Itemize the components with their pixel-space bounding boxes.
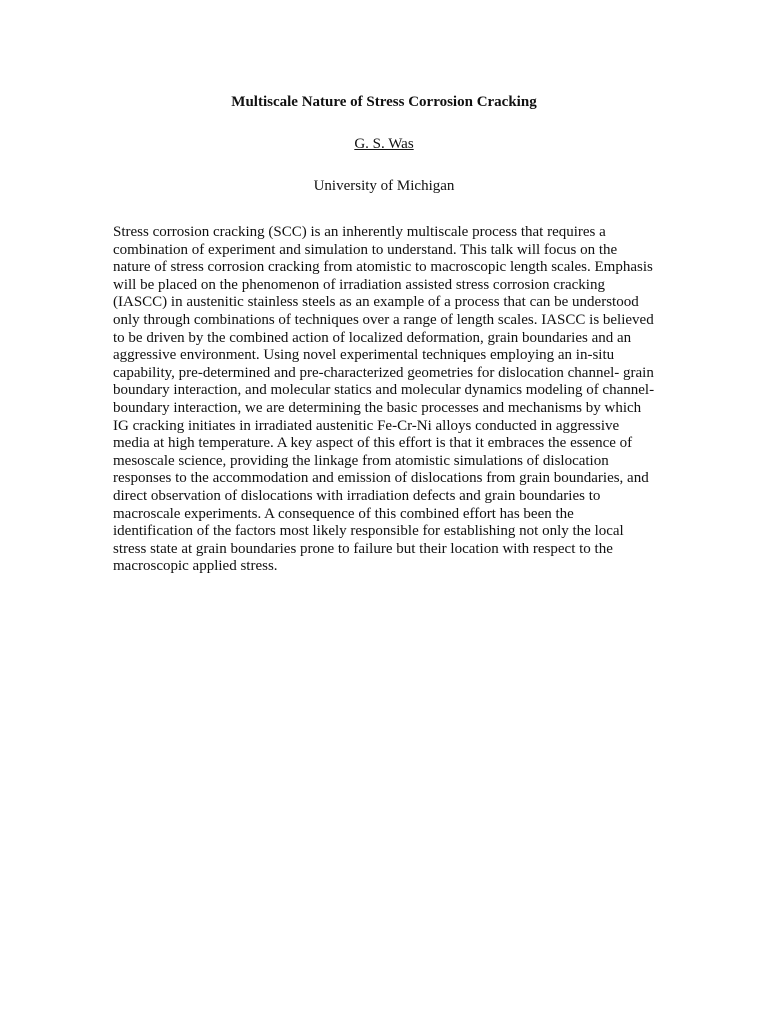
abstract-line: IG cracking initiates in irradiated austenitic Fe-Cr-Ni alloys conducted in aggressive [113,417,620,434]
abstract-line: macroscale experiments. A consequence of this combined effort has been the [113,505,574,522]
abstract-line: mesoscale science, providing the linkage from atomistic simulations of dislocation [113,452,609,469]
abstract-line: direct observation of dislocations with irradiation defects and grain boundaries to [113,487,601,504]
author-affiliation: University of Michigan [313,178,455,194]
abstract-line: only through combinations of techniques over a range of length scales. IASCC is believed [113,311,654,328]
abstract-line: aggressive environment. Using novel experimental techniques employing an in-situ [113,347,615,364]
abstract-line: boundary interaction, we are determining the basic processes and mechanisms by which [113,399,642,416]
abstract-line: will be placed on the phenomenon of irradiation assisted stress corrosion cracking [113,276,605,293]
abstract-line: media at high temperature. A key aspect of this effort is that it embraces the essence of [113,435,633,452]
abstract-line: capability, pre-determined and pre-characterized geometries for dislocation channel- grain [113,364,654,381]
abstract-line: responses to the accommodation and emission of dislocations from grain boundaries, and [113,470,649,487]
abstract-line: macroscopic applied stress. [113,558,278,575]
abstract-line: (IASCC) in austenitic stainless steels as an example of a process that can be understood [113,294,639,311]
author-name [0,134,768,154]
abstract-line: Stress corrosion cracking (SCC) is an inherently multiscale process that requires a [113,224,606,240]
abstract-line: identification of the factors most likely responsible for establishing not only the local [113,523,624,540]
abstract-line: boundary interaction, and molecular statics and molecular dynamics modeling of channel- [113,382,655,399]
document-title: Multiscale Nature of Stress Corrosion Cracking [231,94,537,110]
abstract-line: nature of stress corrosion cracking from atomistic to macroscopic length scales. Emphasis [113,259,653,276]
abstract-line: to be driven by the combined action of localized deformation, grain boundaries and an [113,329,632,346]
author-name-text: G. S. Was [354,136,414,152]
abstract-line: combination of experiment and simulation to understand. This talk will focus on the [113,241,618,258]
abstract-body [113,224,658,576]
abstract-line: stress state at grain boundaries prone to failure but their location with respect to the [113,540,613,557]
